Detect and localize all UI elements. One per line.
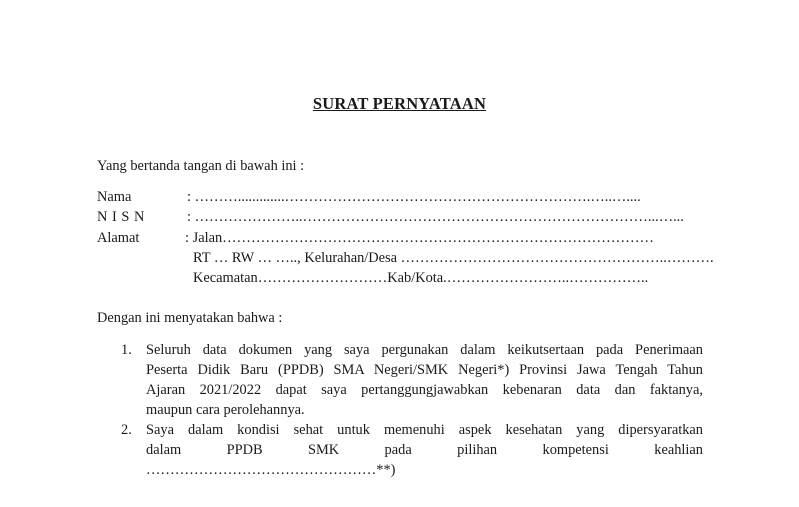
address-line-rt-rw: RT … RW … ….., Kelurahan/Desa ………………………………………………..………. — [193, 250, 714, 266]
list-item-number-2: 2. — [121, 422, 132, 438]
field-label-nama: Nama — [97, 189, 132, 205]
field-label-alamat: Alamat — [97, 230, 140, 246]
list-item-1-line-2: Peserta Didik Baru (PPDB) SMA Negeri/SMK Negeri*) Provinsi Jawa Tengah Tahun — [146, 362, 703, 378]
field-label-nisn: N I S N — [97, 209, 145, 225]
list-item-2 — [146, 420, 703, 480]
intro-text: Yang bertanda tangan di bawah ini : — [97, 158, 305, 174]
list-item-2-line-1: Saya dalam kondisi sehat untuk memenuhi aspek kesehatan yang dipersyaratkan — [146, 422, 703, 438]
list-item-1-line-3: Ajaran 2021/2022 dapat saya pertanggungjawabkan kebenaran data dan faktanya, — [146, 382, 703, 398]
field-value-nama: : ……….............……………………………………………………….…..….... — [187, 189, 641, 205]
document-title: SURAT PERNYATAAN — [312, 94, 487, 113]
list-item-1-line-4: maupun cara perolehannya. — [146, 402, 305, 418]
list-item-1-line-1: Seluruh data dokumen yang saya pergunakan dalam keikutsertaan pada Penerimaan — [146, 342, 703, 358]
field-value-nisn: : …………………..………………………………………………………………...…... — [187, 209, 684, 225]
statement-intro: Dengan ini menyatakan bahwa : — [97, 310, 283, 326]
list-item-2-line-3: …………………………………………**) — [146, 462, 396, 478]
list-item-number-1: 1. — [121, 342, 132, 358]
list-item-1 — [146, 340, 703, 420]
field-value-alamat: : Jalan……………………………………………………………………………… — [185, 230, 654, 246]
list-item-2-line-2: dalam PPDB SMK pada pilihan kompetensi keahlian — [146, 442, 703, 458]
address-line-kecamatan: Kecamatan………………………Kab/Kota.……………………..…………….. — [193, 270, 649, 286]
